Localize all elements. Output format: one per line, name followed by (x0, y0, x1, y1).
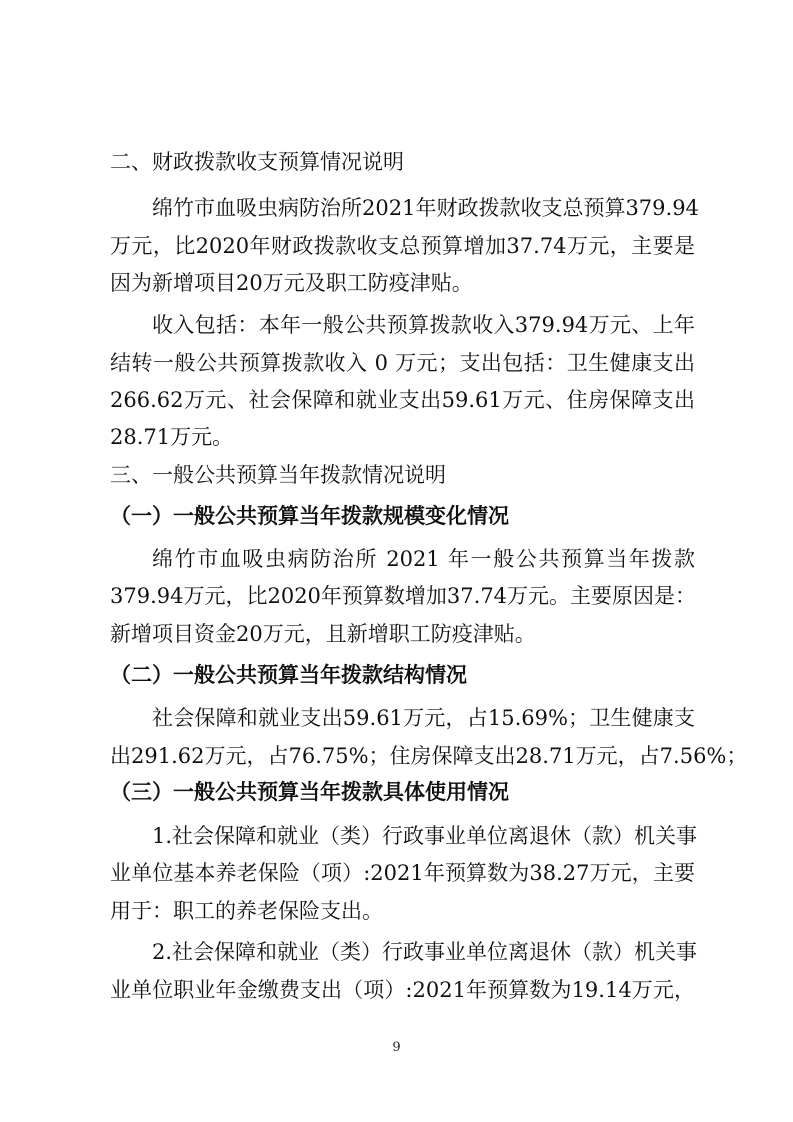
line-text: 绵竹市血吸虫病防治所 2021 年一般公共预算当年拨款 (152, 547, 695, 571)
line-text: 用于：职工的养老保险支出。 (110, 899, 383, 923)
line-text: 379.94万元，比2020年预算数增加37.74万元。主要原因是： (110, 584, 697, 608)
line-text: 2.社会保障和就业（类）行政事业单位离退休（款）机关事 (152, 940, 698, 964)
line-text: 出291.62万元，占76.75%；住房保障支出28.71万元，占7.56%； (110, 744, 748, 768)
heading-text: （一）一般公共预算当年拨款规模变化情况 (110, 504, 509, 528)
line-text: 业单位职业年金缴费支出（项）:2021年预算数为19.14万元， (110, 978, 695, 1002)
line-text: 28.71万元。 (110, 425, 234, 449)
line-text: 社会保障和就业支出59.61万元，占15.69%；卫生健康支 (152, 706, 695, 730)
page-number: 9 (392, 1040, 401, 1055)
heading-text: （三）一般公共预算当年拨款具体使用情况 (110, 780, 509, 804)
heading-text: 三、一般公共预算当年拨款情况说明 (110, 463, 446, 487)
line-text: 1.社会保障和就业（类）行政事业单位离退休（款）机关事 (152, 824, 698, 848)
line-text: 266.62万元、社会保障和就业支出59.61万元、住房保障支出 (110, 388, 695, 412)
line-text: 新增项目资金20万元，且新增职工防疫津贴。 (110, 622, 536, 646)
heading-text: （二）一般公共预算当年拨款结构情况 (110, 663, 467, 687)
line-text: 绵竹市血吸虫病防治所2021年财政拨款收支总预算379.94 (152, 196, 699, 220)
line-text: 因为新增项目20万元及职工防疫津贴。 (110, 271, 473, 295)
line-text: 结转一般公共预算拨款收入 0 万元；支出包括：卫生健康支出 (110, 351, 695, 375)
line-text: 收入包括：本年一般公共预算拨款收入379.94万元、上年 (152, 313, 695, 337)
line-text: 业单位基本养老保险（项）:2021年预算数为38.27万元，主要 (110, 861, 695, 885)
line-text: 万元，比2020年财政拨款收支总预算增加37.74万元，主要是 (110, 234, 695, 258)
heading-text: 二、财政拨款收支预算情况说明 (110, 150, 404, 174)
